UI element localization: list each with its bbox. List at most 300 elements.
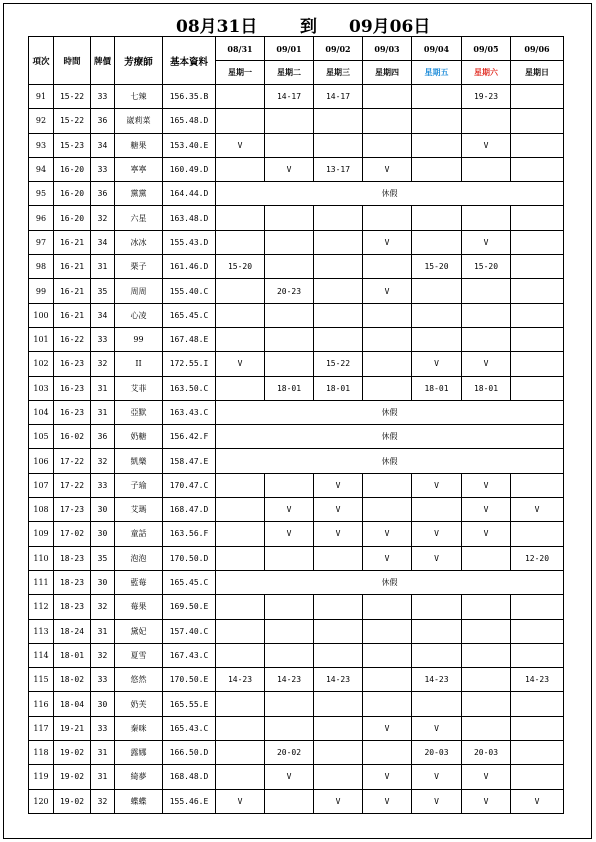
row-day-cell: 19-23 <box>462 85 511 109</box>
row-day-cell <box>363 619 412 643</box>
row-day-cell: V <box>216 133 265 157</box>
row-day-cell <box>412 85 462 109</box>
row-day-cell <box>216 546 265 570</box>
row-price: 32 <box>91 643 115 667</box>
row-day-cell <box>265 255 314 279</box>
row-day-cell <box>462 668 511 692</box>
table-row <box>29 376 564 400</box>
row-basic-info: 161.46.D <box>163 255 216 279</box>
row-basic-info: 165.45.C <box>163 570 216 594</box>
row-day-cell <box>265 473 314 497</box>
row-price: 33 <box>91 85 115 109</box>
row-price: 33 <box>91 668 115 692</box>
row-day-cell <box>314 206 363 230</box>
row-basic-info: 155.46.E <box>163 789 216 813</box>
row-day-cell <box>412 279 462 303</box>
row-number: 109 <box>29 522 54 546</box>
header-date: 09/05 <box>462 37 511 61</box>
schedule-body <box>29 85 564 814</box>
row-day-cell: V <box>363 230 412 254</box>
row-day-cell: V <box>412 522 462 546</box>
table-row <box>29 352 564 376</box>
row-therapist-name: II <box>115 352 163 376</box>
row-price: 32 <box>91 449 115 473</box>
row-day-cell <box>462 206 511 230</box>
row-time: 15-22 <box>54 85 91 109</box>
row-basic-info: 172.55.I <box>163 352 216 376</box>
header-weekday: 星期三 <box>314 61 363 85</box>
row-day-cell <box>314 716 363 740</box>
row-day-cell <box>511 595 564 619</box>
row-day-cell <box>216 765 265 789</box>
row-therapist-name: 秦咪 <box>115 716 163 740</box>
row-basic-info: 165.43.C <box>163 716 216 740</box>
row-day-cell: V <box>412 546 462 570</box>
row-time: 16-21 <box>54 255 91 279</box>
row-basic-info: 165.45.C <box>163 303 216 327</box>
row-time: 18-23 <box>54 595 91 619</box>
row-day-cell <box>216 109 265 133</box>
row-therapist-name: 七辣 <box>115 85 163 109</box>
row-number: 103 <box>29 376 54 400</box>
row-time: 16-21 <box>54 303 91 327</box>
row-time: 19-21 <box>54 716 91 740</box>
row-day-cell <box>314 595 363 619</box>
row-number: 110 <box>29 546 54 570</box>
row-day-cell <box>216 716 265 740</box>
row-therapist-name: 六星 <box>115 206 163 230</box>
table-row <box>29 255 564 279</box>
row-number: 102 <box>29 352 54 376</box>
row-price: 31 <box>91 376 115 400</box>
row-number: 116 <box>29 692 54 716</box>
row-day-cell <box>462 303 511 327</box>
row-price: 33 <box>91 157 115 181</box>
row-day-cell <box>462 157 511 181</box>
row-time: 16-23 <box>54 376 91 400</box>
row-day-cell <box>363 109 412 133</box>
table-row <box>29 206 564 230</box>
row-day-cell: 15-22 <box>314 352 363 376</box>
row-day-cell: 13-17 <box>314 157 363 181</box>
row-day-cell <box>511 692 564 716</box>
row-price: 30 <box>91 692 115 716</box>
row-day-cell <box>314 255 363 279</box>
row-price: 31 <box>91 400 115 424</box>
row-price: 32 <box>91 206 115 230</box>
row-day-cell <box>511 473 564 497</box>
header-weekday: 星期二 <box>265 61 314 85</box>
row-day-cell <box>412 327 462 351</box>
row-number: 117 <box>29 716 54 740</box>
row-time: 18-24 <box>54 619 91 643</box>
row-day-cell: V <box>363 279 412 303</box>
header-row-dates <box>29 37 564 61</box>
row-basic-info: 158.47.E <box>163 449 216 473</box>
row-number: 92 <box>29 109 54 133</box>
row-time: 15-23 <box>54 133 91 157</box>
table-row <box>29 522 564 546</box>
row-basic-info: 165.55.E <box>163 692 216 716</box>
header-date: 08/31 <box>216 37 265 61</box>
row-therapist-name: 心凌 <box>115 303 163 327</box>
row-day-cell <box>265 206 314 230</box>
row-number: 112 <box>29 595 54 619</box>
row-number: 119 <box>29 765 54 789</box>
row-time: 16-20 <box>54 157 91 181</box>
row-day-cell <box>511 643 564 667</box>
row-therapist-name: 悠然 <box>115 668 163 692</box>
header-weekday: 星期日 <box>511 61 564 85</box>
row-number: 107 <box>29 473 54 497</box>
row-therapist-name: 奶糖 <box>115 425 163 449</box>
row-therapist-name: 栗子 <box>115 255 163 279</box>
row-basic-info: 156.42.F <box>163 425 216 449</box>
header-weekday-saturday: 星期六 <box>462 61 511 85</box>
row-time: 17-23 <box>54 498 91 522</box>
row-day-cell: 20-02 <box>265 741 314 765</box>
table-row <box>29 668 564 692</box>
row-day-cell: V <box>363 522 412 546</box>
row-basic-info: 168.47.D <box>163 498 216 522</box>
row-number: 96 <box>29 206 54 230</box>
row-number: 95 <box>29 182 54 206</box>
row-basic-info: 163.43.C <box>163 400 216 424</box>
row-day-cell <box>216 85 265 109</box>
row-price: 30 <box>91 522 115 546</box>
row-day-cell: 20-23 <box>265 279 314 303</box>
row-day-cell: 18-01 <box>265 376 314 400</box>
row-day-cell: 15-20 <box>412 255 462 279</box>
row-day-cell: 20-03 <box>462 741 511 765</box>
row-price: 36 <box>91 109 115 133</box>
row-day-cell <box>511 303 564 327</box>
row-therapist-name: 寧寧 <box>115 157 163 181</box>
row-price: 32 <box>91 595 115 619</box>
row-day-cell: V <box>314 498 363 522</box>
schedule-table <box>28 36 564 814</box>
row-day-cell <box>511 741 564 765</box>
row-day-cell: V <box>412 789 462 813</box>
row-therapist-name: 周周 <box>115 279 163 303</box>
row-number: 120 <box>29 789 54 813</box>
row-day-cell: V <box>363 789 412 813</box>
row-price: 30 <box>91 570 115 594</box>
table-row <box>29 473 564 497</box>
row-day-cell <box>265 327 314 351</box>
row-day-cell <box>363 303 412 327</box>
row-day-cell <box>216 230 265 254</box>
row-price: 33 <box>91 327 115 351</box>
row-day-cell: V <box>511 789 564 813</box>
row-day-off: 休假 <box>216 400 564 424</box>
row-day-cell: V <box>265 522 314 546</box>
table-row <box>29 157 564 181</box>
row-day-cell <box>216 741 265 765</box>
row-day-cell <box>216 376 265 400</box>
row-day-cell: V <box>412 352 462 376</box>
row-day-cell: V <box>314 522 363 546</box>
row-day-cell: V <box>462 498 511 522</box>
row-day-cell <box>462 327 511 351</box>
row-day-cell <box>363 668 412 692</box>
row-day-cell: V <box>265 765 314 789</box>
row-day-cell <box>314 303 363 327</box>
table-row <box>29 741 564 765</box>
row-time: 15-22 <box>54 109 91 133</box>
row-basic-info: 163.48.D <box>163 206 216 230</box>
row-day-cell <box>314 279 363 303</box>
row-price: 31 <box>91 619 115 643</box>
row-price: 33 <box>91 473 115 497</box>
header-weekday: 星期一 <box>216 61 265 85</box>
row-day-cell: V <box>363 157 412 181</box>
row-basic-info: 163.50.C <box>163 376 216 400</box>
row-price: 36 <box>91 182 115 206</box>
row-basic-info: 170.50.D <box>163 546 216 570</box>
row-day-cell <box>462 595 511 619</box>
row-number: 94 <box>29 157 54 181</box>
row-day-cell <box>363 473 412 497</box>
header-date: 09/02 <box>314 37 363 61</box>
row-day-cell <box>363 498 412 522</box>
row-day-cell <box>265 230 314 254</box>
row-therapist-name: 綺夢 <box>115 765 163 789</box>
table-row <box>29 327 564 351</box>
table-row <box>29 230 564 254</box>
row-day-cell: V <box>412 765 462 789</box>
row-day-cell: 14-17 <box>314 85 363 109</box>
row-day-cell <box>265 546 314 570</box>
table-row <box>29 109 564 133</box>
row-day-cell <box>511 109 564 133</box>
row-therapist-name: 黨黨 <box>115 182 163 206</box>
row-day-cell <box>511 133 564 157</box>
row-therapist-name: 奶芙 <box>115 692 163 716</box>
row-day-cell <box>216 619 265 643</box>
row-day-cell <box>216 643 265 667</box>
row-therapist-name: 崴莉菜 <box>115 109 163 133</box>
row-basic-info: 167.48.E <box>163 327 216 351</box>
table-row <box>29 85 564 109</box>
row-time: 16-20 <box>54 206 91 230</box>
row-day-cell: V <box>462 522 511 546</box>
row-day-cell <box>462 643 511 667</box>
row-day-cell <box>511 327 564 351</box>
row-basic-info: 169.50.E <box>163 595 216 619</box>
row-day-cell <box>511 255 564 279</box>
row-day-cell <box>216 279 265 303</box>
row-number: 104 <box>29 400 54 424</box>
row-day-cell: V <box>265 498 314 522</box>
row-day-cell <box>363 376 412 400</box>
row-time: 18-04 <box>54 692 91 716</box>
row-day-cell <box>412 230 462 254</box>
table-row <box>29 643 564 667</box>
row-time: 16-21 <box>54 279 91 303</box>
row-day-cell <box>412 303 462 327</box>
row-day-cell <box>265 303 314 327</box>
row-time: 16-23 <box>54 400 91 424</box>
table-row <box>29 182 564 206</box>
header-date: 09/04 <box>412 37 462 61</box>
row-day-cell <box>462 716 511 740</box>
row-basic-info: 166.50.D <box>163 741 216 765</box>
header-date: 09/01 <box>265 37 314 61</box>
row-day-cell: V <box>363 765 412 789</box>
row-therapist-name: 冰冰 <box>115 230 163 254</box>
row-basic-info: 155.40.C <box>163 279 216 303</box>
row-price: 31 <box>91 741 115 765</box>
row-time: 16-23 <box>54 352 91 376</box>
row-time: 19-02 <box>54 765 91 789</box>
row-time: 19-02 <box>54 741 91 765</box>
row-day-cell <box>216 303 265 327</box>
row-basic-info: 170.47.C <box>163 473 216 497</box>
row-number: 100 <box>29 303 54 327</box>
table-row <box>29 279 564 303</box>
row-day-cell <box>511 279 564 303</box>
row-day-cell: 18-01 <box>314 376 363 400</box>
row-day-cell: V <box>511 498 564 522</box>
row-day-cell <box>511 522 564 546</box>
row-price: 35 <box>91 279 115 303</box>
row-therapist-name: 艾菲 <box>115 376 163 400</box>
row-day-cell: V <box>412 716 462 740</box>
row-time: 16-20 <box>54 182 91 206</box>
row-number: 101 <box>29 327 54 351</box>
row-day-cell <box>363 643 412 667</box>
row-price: 30 <box>91 498 115 522</box>
row-day-cell: 20-03 <box>412 741 462 765</box>
row-day-cell <box>314 692 363 716</box>
row-day-cell <box>314 230 363 254</box>
row-day-cell <box>265 352 314 376</box>
row-therapist-name: 亞默 <box>115 400 163 424</box>
row-day-cell: 14-23 <box>314 668 363 692</box>
table-row <box>29 789 564 813</box>
row-day-cell <box>314 133 363 157</box>
title-to: 到 <box>300 17 317 37</box>
row-day-cell <box>363 206 412 230</box>
row-time: 16-22 <box>54 327 91 351</box>
row-number: 99 <box>29 279 54 303</box>
row-price: 34 <box>91 230 115 254</box>
row-therapist-name: 糖果 <box>115 133 163 157</box>
row-number: 115 <box>29 668 54 692</box>
row-number: 91 <box>29 85 54 109</box>
row-therapist-name: 莓果 <box>115 595 163 619</box>
row-number: 114 <box>29 643 54 667</box>
row-day-cell: V <box>462 765 511 789</box>
row-basic-info: 167.43.C <box>163 643 216 667</box>
row-basic-info: 155.43.D <box>163 230 216 254</box>
row-day-cell: 18-01 <box>412 376 462 400</box>
row-day-cell <box>462 546 511 570</box>
table-row <box>29 449 564 473</box>
row-day-cell <box>265 133 314 157</box>
row-price: 31 <box>91 765 115 789</box>
table-row <box>29 425 564 449</box>
table-row <box>29 546 564 570</box>
row-day-cell: 14-23 <box>216 668 265 692</box>
row-day-cell <box>511 376 564 400</box>
row-day-cell <box>511 157 564 181</box>
row-day-cell <box>511 619 564 643</box>
row-day-cell: V <box>314 473 363 497</box>
header-name: 芳療師 <box>115 37 163 85</box>
table-row <box>29 303 564 327</box>
row-day-cell <box>265 643 314 667</box>
row-day-cell <box>265 789 314 813</box>
row-basic-info: 156.35.B <box>163 85 216 109</box>
row-day-cell <box>216 522 265 546</box>
row-day-cell: V <box>216 789 265 813</box>
row-day-cell <box>216 692 265 716</box>
row-day-cell <box>511 352 564 376</box>
row-basic-info: 157.40.C <box>163 619 216 643</box>
row-therapist-name: 藍莓 <box>115 570 163 594</box>
row-day-cell <box>412 109 462 133</box>
row-price: 34 <box>91 303 115 327</box>
row-day-cell <box>216 327 265 351</box>
row-day-cell: V <box>462 352 511 376</box>
header-info: 基本資料 <box>163 37 216 85</box>
row-day-cell: 14-23 <box>412 668 462 692</box>
row-day-cell: V <box>462 230 511 254</box>
row-day-cell <box>314 546 363 570</box>
row-number: 93 <box>29 133 54 157</box>
schedule-title <box>0 12 596 36</box>
table-row <box>29 498 564 522</box>
row-day-cell: V <box>462 133 511 157</box>
row-price: 32 <box>91 352 115 376</box>
row-day-cell <box>363 133 412 157</box>
row-therapist-name: 泡泡 <box>115 546 163 570</box>
row-day-cell <box>314 109 363 133</box>
row-therapist-name: 蝶蝶 <box>115 789 163 813</box>
row-price: 31 <box>91 255 115 279</box>
row-therapist-name: 艾瑪 <box>115 498 163 522</box>
row-basic-info: 165.48.D <box>163 109 216 133</box>
row-day-cell: V <box>216 352 265 376</box>
row-day-cell <box>265 716 314 740</box>
row-therapist-name: 夏雪 <box>115 643 163 667</box>
row-day-cell: 18-01 <box>462 376 511 400</box>
row-day-off: 休假 <box>216 570 564 594</box>
row-day-cell <box>412 498 462 522</box>
row-day-cell <box>462 279 511 303</box>
header-weekday: 星期四 <box>363 61 412 85</box>
row-day-cell <box>363 352 412 376</box>
row-basic-info: 170.50.E <box>163 668 216 692</box>
row-price: 35 <box>91 546 115 570</box>
row-number: 113 <box>29 619 54 643</box>
row-price: 34 <box>91 133 115 157</box>
row-day-cell <box>363 595 412 619</box>
row-day-cell: 14-23 <box>265 668 314 692</box>
row-day-cell <box>412 692 462 716</box>
row-day-cell <box>363 741 412 765</box>
row-time: 16-21 <box>54 230 91 254</box>
row-day-cell <box>216 206 265 230</box>
row-therapist-name: 露娜 <box>115 741 163 765</box>
header-time: 時間 <box>54 37 91 85</box>
row-day-cell: 14-23 <box>511 668 564 692</box>
row-day-cell <box>412 157 462 181</box>
row-day-cell <box>412 619 462 643</box>
row-time: 19-02 <box>54 789 91 813</box>
